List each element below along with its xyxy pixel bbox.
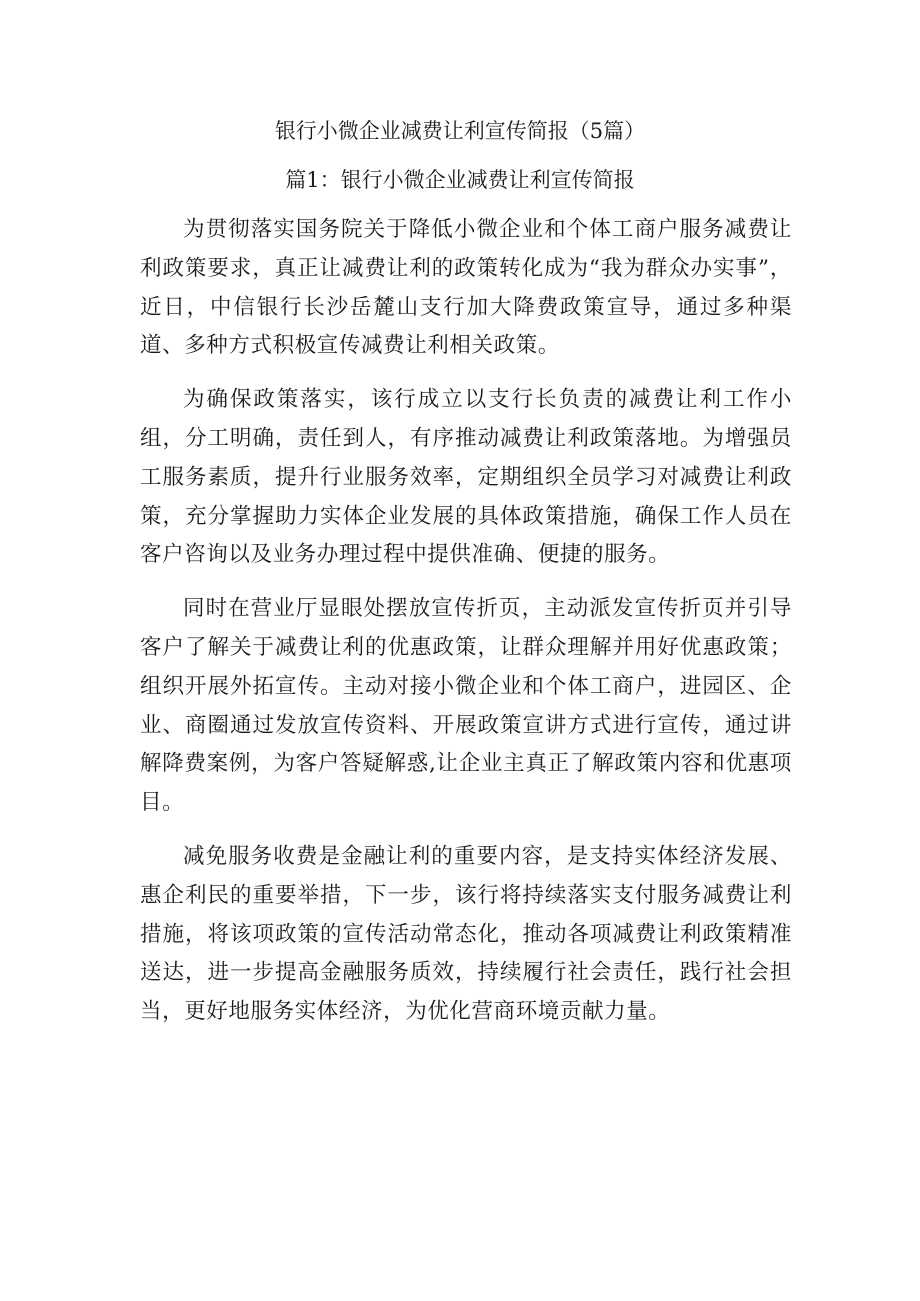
document-body: [140, 211, 792, 1047]
section-title: 篇1：银行小微企业减费让利宣传简报: [285, 168, 635, 192]
paragraph-2: 为确保政策落实，该行成立以支行长负责的减费让利工作小组，分工明确，责任到人，有序推动减费让利政策落地。为增强员工服务素质，提升行业服务效率，定期组织全员学习对减费让利政策，充分掌握助力实体企业发展的具体政策措施，确保工作人员在客户咨询以及业务办理过程中提供准确、便捷的服务。: [140, 387, 792, 568]
paragraph-3: 同时在营业厅显眼处摆放宣传折页，主动派发宣传折页并引导客户了解关于减费让利的优惠政策，让群众理解并用好优惠政策；组织开展外拓宣传。主动对接小微企业和个体工商户，进园区、企业、商圈通过发放宣传资料、开展政策宣讲方式进行宣传，通过讲解降费案例，为客户答疑解惑,让企业主真正了解政策内容和优惠项目。: [140, 596, 792, 816]
paragraph-4: 减免服务收费是金融让利的重要内容，是支持实体经济发展、惠企利民的重要举措，下一步，该行将持续落实支付服务减费让利措施，将该项政策的宣传活动常态化，推动各项减费让利政策精准送达，进一步提高金融服务质效，持续履行社会责任，践行社会担当，更好地服务实体经济，为优化营商环境贡献力量。: [140, 843, 792, 1025]
document-title: 银行小微企业减费让利宣传简报（5篇）: [274, 119, 646, 143]
paragraph-1: 为贯彻落实国务院关于降低小微企业和个体工商户服务减费让利政策要求，真正让减费让利的政策转化成为“我为群众办实事”，近日，中信银行长沙岳麓山支行加大降费政策宣导，通过多种渠道、多种方式积极宣传减费让利相关政策。: [140, 217, 792, 359]
